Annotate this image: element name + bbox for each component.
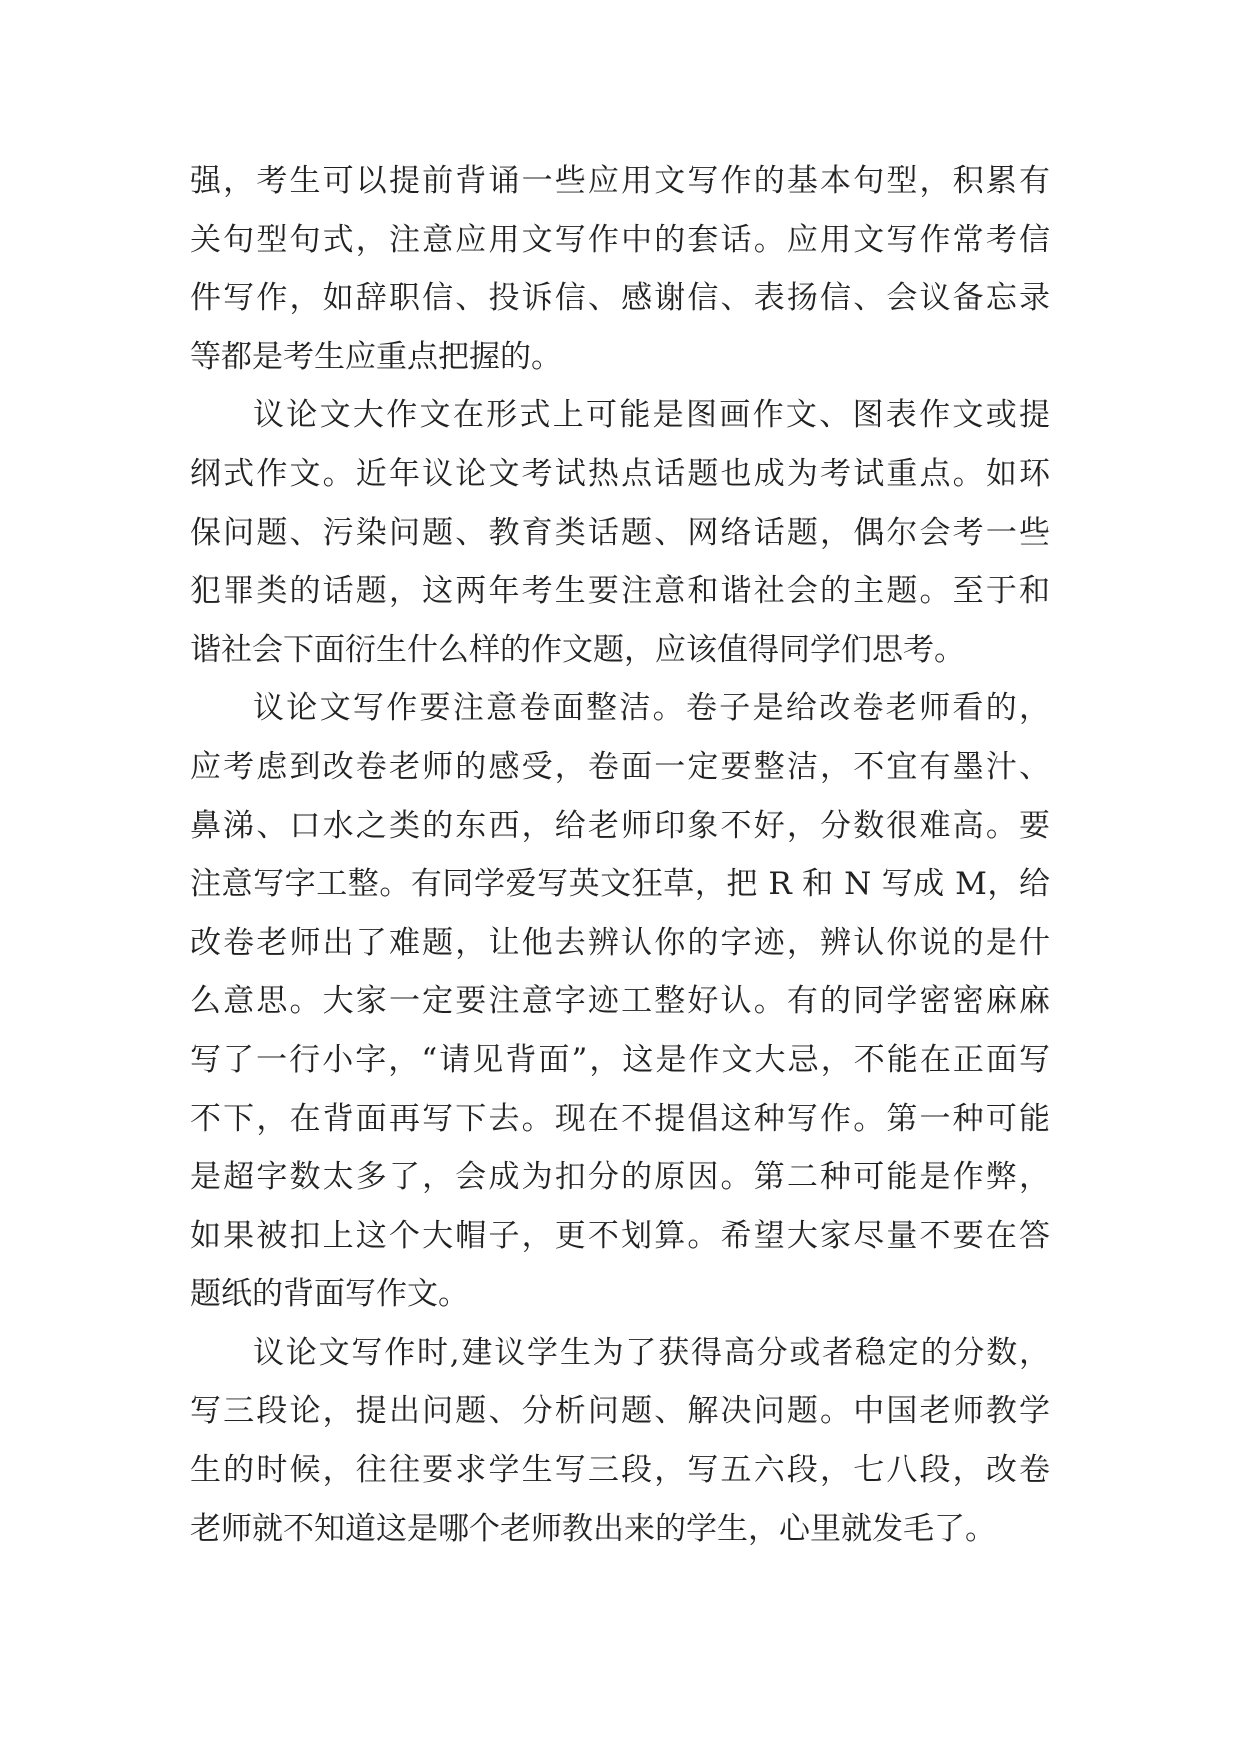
- text-line: 鼻涕、口水之类的东西，给老师印象不好，分数很难高。要: [190, 807, 1050, 844]
- paragraph: [190, 152, 1050, 386]
- text-line: 谐社会下面衍生什么样的作文题，应该值得同学们思考。: [190, 631, 965, 668]
- text-line: 不下，在背面再写下去。现在不提倡这种写作。第一种可能: [190, 1100, 1050, 1137]
- text-line: 是超字数太多了，会成为扣分的原因。第二种可能是作弊，: [190, 1159, 1050, 1196]
- text-line: 议论文写作时,建议学生为了获得高分或者稳定的分数，: [253, 1334, 1050, 1371]
- paragraph: [190, 679, 1050, 1324]
- text-line: 写了一行小字，“请见背面”，这是作文大忌，不能在正面写: [190, 1041, 1050, 1078]
- text-line: 纲式作文。近年议论文考试热点话题也成为考试重点。如环: [190, 455, 1050, 492]
- text-line: 议论文大作文在形式上可能是图画作文、图表作文或提: [253, 397, 1050, 434]
- text-line: 么意思。大家一定要注意字迹工整好认。有的同学密密麻麻: [190, 983, 1050, 1020]
- text-line: 犯罪类的话题，这两年考生要注意和谐社会的主题。至于和: [190, 573, 1050, 610]
- text-line: 生的时候，往往要求学生写三段，写五六段，七八段，改卷: [190, 1452, 1050, 1489]
- text-line: 如果被扣上这个大帽子，更不划算。希望大家尽量不要在答: [190, 1217, 1050, 1254]
- text-line: 写三段论，提出问题、分析问题、解决问题。中国老师教学: [190, 1393, 1050, 1430]
- paragraph: [190, 386, 1050, 679]
- text-line: 题纸的背面写作文。: [190, 1276, 469, 1313]
- text-line: 议论文写作要注意卷面整洁。卷子是给改卷老师看的，: [253, 690, 1050, 727]
- text-line: 应考虑到改卷老师的感受，卷面一定要整洁，不宜有墨汁、: [190, 748, 1050, 785]
- text-line: 保问题、污染问题、教育类话题、网络话题，偶尔会考一些: [190, 514, 1050, 551]
- text-line: 改卷老师出了难题，让他去辨认你的字迹，辨认你说的是什: [190, 924, 1050, 961]
- paragraph: [190, 1324, 1050, 1558]
- text-column: [190, 152, 1050, 1558]
- text-line: 强，考生可以提前背诵一些应用文写作的基本句型，积累有: [190, 163, 1050, 199]
- text-line: 老师就不知道这是哪个老师教出来的学生，心里就发毛了。: [190, 1510, 996, 1547]
- text-line: 注意写字工整。有同学爱写英文狂草，把 R 和 N 写成 M，给: [190, 866, 1050, 903]
- text-line: 等都是考生应重点把握的。: [190, 338, 562, 375]
- text-line: 件写作，如辞职信、投诉信、感谢信、表扬信、会议备忘录: [190, 280, 1050, 317]
- text-line: 关句型句式，注意应用文写作中的套话。应用文写作常考信: [190, 221, 1050, 258]
